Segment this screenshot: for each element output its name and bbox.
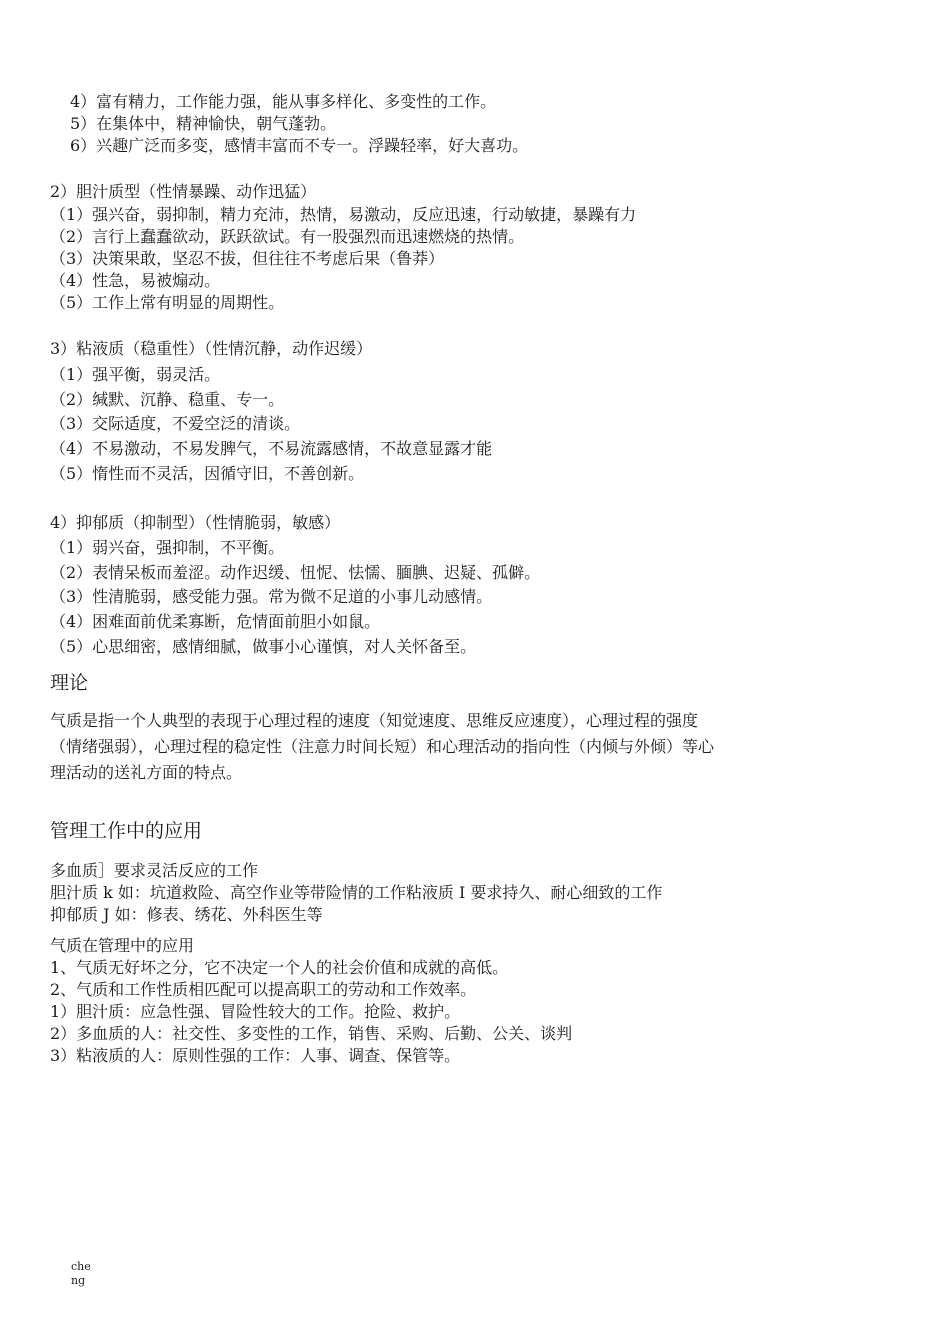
theory-line: （情绪强弱），心理过程的稳定性（注意力时间长短）和心理活动的指向性（内倾与外倾）等心 <box>50 737 715 756</box>
phlegmatic-title: 3）粘液质（稳重性）（性情沉静，动作迟缓） <box>50 339 373 358</box>
management-line: 胆汁质 k 如：坑道救险、高空作业等带险情的工作粘液质 I 要求持久、耐心细致的工作 <box>50 883 663 902</box>
application-line: 3）粘液质的人：原则性强的工作：人事、调查、保管等。 <box>50 1046 461 1065</box>
melancholic-item: （4）困难面前优柔寡断，危情面前胆小如鼠。 <box>50 612 381 631</box>
choleric-item: （2）言行上蠢蠢欲动，跃跃欲试。有一股强烈而迅速燃烧的热情。 <box>50 227 525 246</box>
choleric-item: （1）强兴奋，弱抑制，精力充沛，热情，易激动，反应迅速，行动敏捷，暴躁有力 <box>50 205 637 224</box>
management-line: 抑郁质 J 如：修表、绣花、外科医生等 <box>50 905 323 924</box>
application-line: 1）胆汁质：应急性强、冒险性较大的工作。抢险、救护。 <box>50 1002 461 1021</box>
melancholic-item: （1）弱兴奋，强抑制，不平衡。 <box>50 538 285 557</box>
application-line: 1、气质无好坏之分，它不决定一个人的社会价值和成就的高低。 <box>50 958 509 977</box>
application-line: 2）多血质的人：社交性、多变性的工作，销售、采购、后勤、公关、谈判 <box>50 1024 573 1043</box>
theory-heading: 理论 <box>50 672 89 694</box>
theory-line: 理活动的送礼方面的特点。 <box>50 763 243 782</box>
choleric-item: （3）决策果敢，坚忍不拔，但往往不考虑后果（鲁莽） <box>50 249 445 268</box>
choleric-title: 2）胆汁质型（性情暴躁、动作迅猛） <box>50 182 317 201</box>
phlegmatic-item: （3）交际适度，不爱空泛的清谈。 <box>50 414 301 433</box>
footer-text-line1: che <box>71 1260 91 1273</box>
melancholic-item: （3）性清脆弱，感受能力强。常为微不足道的小事儿动感情。 <box>50 587 493 606</box>
choleric-item: （5）工作上常有明显的周期性。 <box>50 293 285 312</box>
phlegmatic-item: （1）强平衡，弱灵活。 <box>50 365 221 384</box>
phlegmatic-item: （2）缄默、沉静、稳重、专一。 <box>50 390 285 409</box>
footer-text-line2: ng <box>71 1274 86 1287</box>
application-line: 2、气质和工作性质相匹配可以提高职工的劳动和工作效率。 <box>50 980 477 999</box>
management-line: 多血质］要求灵活反应的工作 <box>50 861 259 880</box>
melancholic-item: （2）表情呆板而羞涩。动作迟缓、忸怩、怯懦、腼腆、迟疑、孤僻。 <box>50 563 541 582</box>
application-title: 气质在管理中的应用 <box>50 936 195 955</box>
sanguine-item: 5）在集体中，精神愉快，朝气蓬勃。 <box>70 114 337 133</box>
management-heading: 管理工作中的应用 <box>50 820 203 842</box>
sanguine-item: 6）兴趣广泛而多变，感情丰富而不专一。浮躁轻率，好大喜功。 <box>70 136 529 155</box>
melancholic-title: 4）抑郁质（抑制型）（性情脆弱，敏感） <box>50 513 341 532</box>
sanguine-item: 4）富有精力，工作能力强，能从事多样化、多变性的工作。 <box>70 92 497 111</box>
phlegmatic-item: （4）不易激动，不易发脾气，不易流露感情，不故意显露才能 <box>50 439 493 458</box>
melancholic-item: （5）心思细密，感情细腻，做事小心谨慎，对人关怀备至。 <box>50 637 477 656</box>
phlegmatic-item: （5）惰性而不灵活，因循守旧，不善创新。 <box>50 464 365 483</box>
choleric-item: （4）性急，易被煽动。 <box>50 271 221 290</box>
theory-line: 气质是指一个人典型的表现于心理过程的速度（知觉速度、思维反应速度），心理过程的强度 <box>50 711 699 730</box>
